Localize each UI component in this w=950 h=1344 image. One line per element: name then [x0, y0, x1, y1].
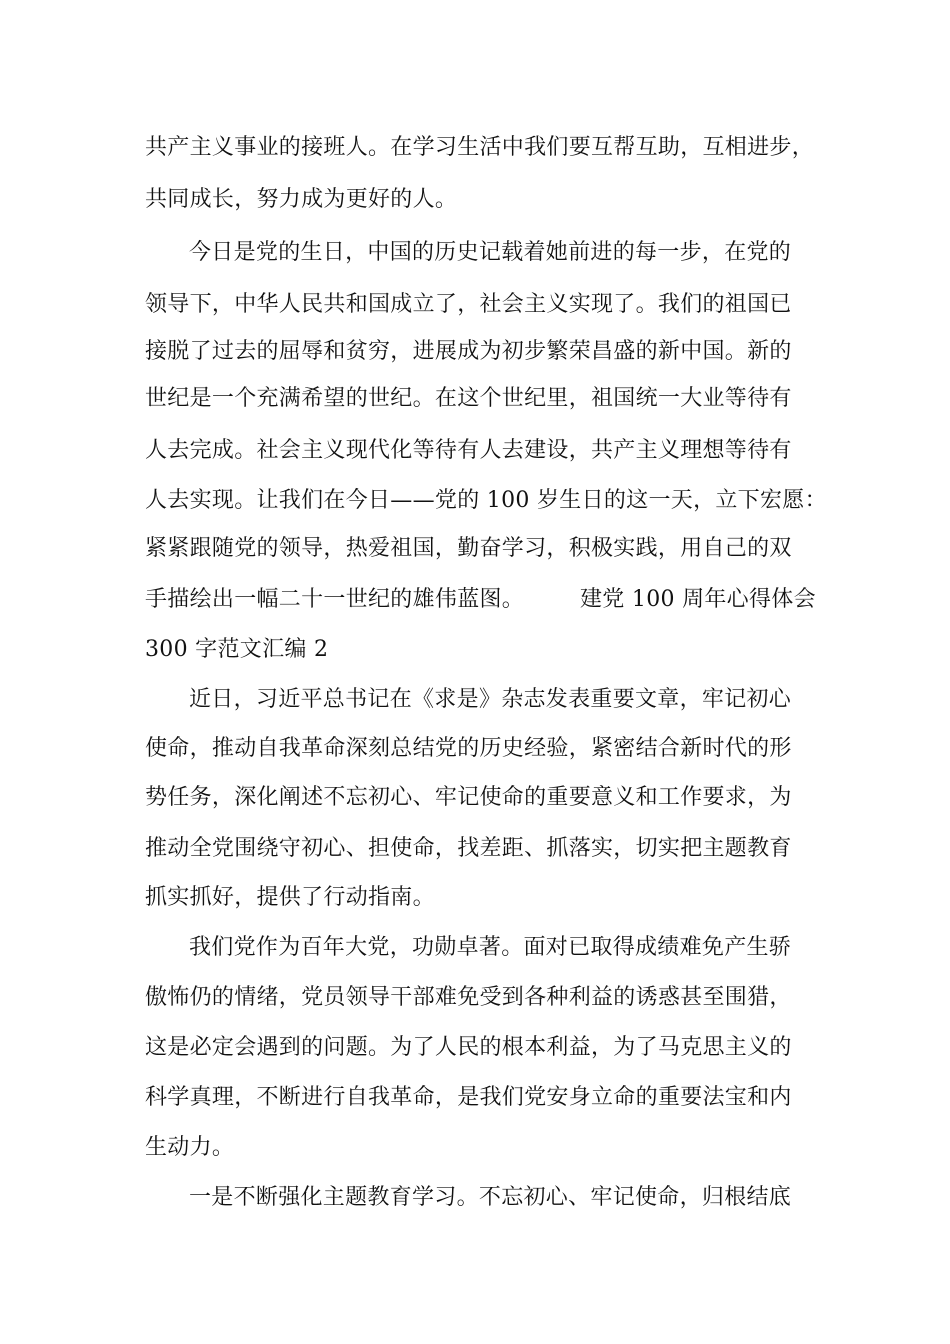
- text-line: 科学真理，不断进行自我革命，是我们党安身立命的重要法宝和内: [145, 1085, 792, 1110]
- text-line: 300 字范文汇编 2: [145, 637, 329, 662]
- text-line: 世纪是一个充满希望的世纪。在这个世纪里，祖国统一大业等待有: [145, 386, 792, 411]
- text-line: 我们党作为百年大党，功勋卓著。面对已取得成绩难免产生骄: [189, 935, 792, 960]
- text-line: 一是不断强化主题教育学习。不忘初心、牢记使命，归根结底: [189, 1185, 792, 1210]
- text-line: 傲怖仍的情绪，党员领导干部难免受到各种利益的诱惑甚至围猎，: [145, 985, 792, 1010]
- text-line: 这是必定会遇到的问题。为了人民的根本利益，为了马克思主义的: [145, 1035, 792, 1060]
- text-line: 紧紧跟随党的领导，热爱祖国，勤奋学习，积极实践，用自己的双: [145, 536, 792, 561]
- text-line: 接脱了过去的屈辱和贫穷，进展成为初步繁荣昌盛的新中国。新的: [145, 339, 792, 364]
- text-line: 势任务，深化阐述不忘初心、牢记使命的重要意义和工作要求，为: [145, 785, 792, 810]
- text-line: 共产主义事业的接班人。在学习生活中我们要互帮互助，互相进步，: [145, 135, 815, 160]
- text-line: 生动力。: [145, 1135, 235, 1160]
- text-line: 使命，推动自我革命深刻总结党的历史经验，紧密结合新时代的形: [145, 736, 792, 761]
- text-line: 今日是党的生日，中国的历史记载着她前进的每一步，在党的: [189, 240, 792, 265]
- text-line: 推动全党围绕守初心、担使命，找差距、抓落实，切实把主题教育: [145, 836, 792, 861]
- text-line: 人去实现。让我们在今日——党的 100 岁生日的这一天，立下宏愿：: [145, 488, 827, 513]
- text-line: 共同成长，努力成为更好的人。: [145, 187, 458, 212]
- text-line: 近日，习近平总书记在《求是》杂志发表重要文章，牢记初心: [189, 687, 792, 712]
- text-line: 人去完成。社会主义现代化等待有人去建设，共产主义理想等待有: [145, 438, 792, 463]
- text-line: 领导下，中华人民共和国成立了，社会主义实现了。我们的祖国已: [145, 292, 792, 317]
- text-line: 手描绘出一幅二十一世纪的雄伟蓝图。 建党 100 周年心得体会: [145, 587, 816, 612]
- text-line: 抓实抓好，提供了行动指南。: [145, 885, 435, 910]
